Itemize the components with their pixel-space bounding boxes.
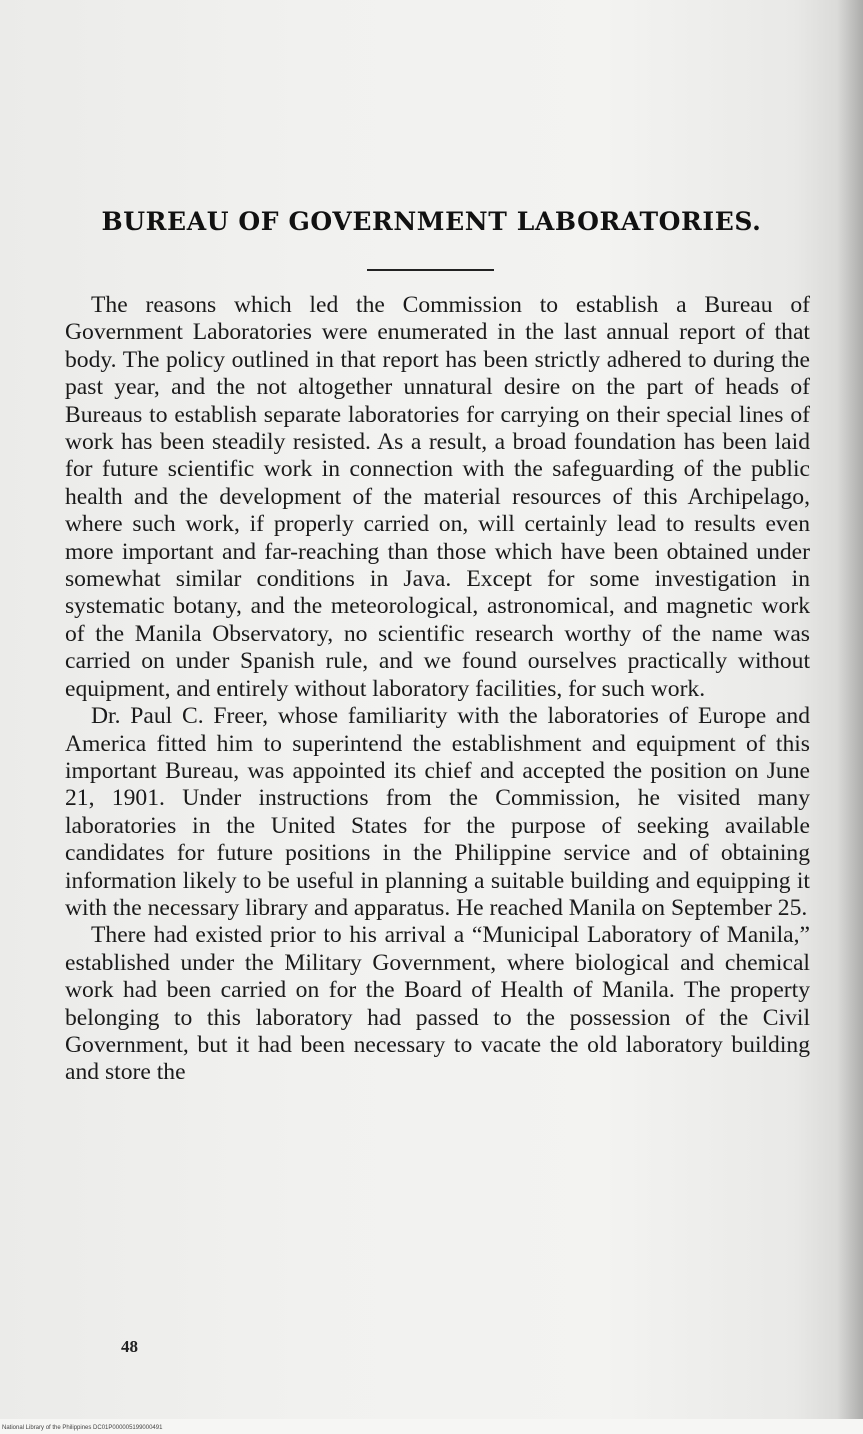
page-number: 48	[121, 1337, 138, 1356]
title-rule	[367, 269, 494, 271]
body-text	[65, 292, 810, 1087]
page-title: BUREAU OF GOVERNMENT LABORATORIES.	[101, 207, 762, 236]
paragraph-1: The reasons which led the Commission to establish a Bureau of Government Laboratories were enumerated in the last annual report of that body. The policy outlined in that report has been strictly adhered to during the past year, and the not altogether unnatural desire on the part of heads of Bureaus to establish separate laboratories for carrying on their special lines of work has been steadily resisted. As a result, a broad foundation has been laid for future scientific work in connection with the safeguarding of the public health and the development of the material resources of this Archipelago, where such work, if properly carried on, will certainly lead to results even more important and far-reaching than those which have been obtained under somewhat similar conditions in Java. Except for some investigation in systematic botany, and the meteorological, astronomical, and magnetic work of the Manila Observatory, no scientific research worthy of the name was carried on under Spanish rule, and we found ourselves practically without equipment, and entirely without laboratory facilities, for such work.	[65, 292, 810, 702]
paragraph-2: Dr. Paul C. Freer, whose familiarity with the laboratories of Europe and America fitted him to superintend the establishment and equipment of this important Bureau, was appointed its chief and accepted the position on June 21, 1901. Under instructions from the Commission, he visited many laboratories in the United States for the purpose of seeking available candidates for future positions in the Philippine service and of obtaining information likely to be useful in planning a suitable building and equipping it with the necessary library and apparatus. He reached Manila on September 25.	[65, 703, 810, 921]
footer-credit: National Library of the Philippines DC01P000005199000491	[2, 1425, 163, 1431]
paragraph-3: There had existed prior to his arrival a “Municipal Laboratory of Manila,” established under the Military Government, where biological and chemical work had been carried on for the Board of Health of Manila. The property belonging to this laboratory had passed to the possession of the Civil Government, but it had been necessary to vacate the old laboratory building and store the	[65, 922, 810, 1086]
